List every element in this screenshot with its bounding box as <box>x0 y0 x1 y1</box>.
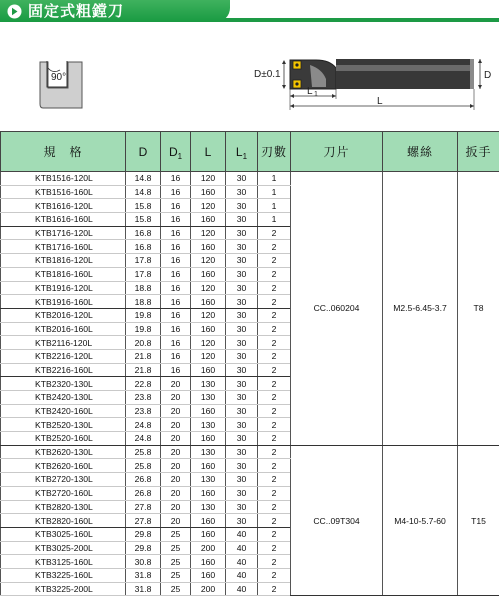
cell-d: 14.8 <box>126 185 161 199</box>
cell-model: KTB2016-120L <box>1 308 126 322</box>
cell-wrench: T15 <box>458 445 499 596</box>
cell-l: 130 <box>191 391 226 405</box>
cell-model: KTB1816-120L <box>1 254 126 268</box>
header-d1: $D_1$ <box>161 132 191 172</box>
cell-d: 29.8 <box>126 541 161 555</box>
banner-rule <box>214 18 499 22</box>
cell-l: 160 <box>191 185 226 199</box>
cell-d1: 20 <box>161 377 191 391</box>
cell-z: 1 <box>258 172 291 186</box>
dim-l-label: L <box>377 96 383 107</box>
cell-d: 17.8 <box>126 254 161 268</box>
cell-l: 130 <box>191 473 226 487</box>
header-screw: 螺絲 <box>383 132 458 172</box>
cell-l: 160 <box>191 486 226 500</box>
cell-l: 130 <box>191 418 226 432</box>
cell-d: 26.8 <box>126 473 161 487</box>
cell-z: 2 <box>258 473 291 487</box>
cell-d1: 25 <box>161 527 191 541</box>
cell-l: 130 <box>191 445 226 459</box>
cell-l: 160 <box>191 404 226 418</box>
cell-l1: 30 <box>226 267 258 281</box>
header-insert: 刀片 <box>291 132 383 172</box>
cell-d1: 16 <box>161 254 191 268</box>
cell-d1: 20 <box>161 459 191 473</box>
cell-d1: 20 <box>161 514 191 528</box>
cell-model: KTB3125-160L <box>1 555 126 569</box>
angle-label: 90° <box>51 72 66 83</box>
cell-l: 160 <box>191 555 226 569</box>
header-spec: 規 格 <box>1 132 126 172</box>
cell-model: KTB2520-160L <box>1 432 126 446</box>
cell-d1: 16 <box>161 226 191 240</box>
cell-z: 2 <box>258 514 291 528</box>
cell-l1: 30 <box>226 349 258 363</box>
cell-model: KTB2720-130L <box>1 473 126 487</box>
cell-l1: 30 <box>226 486 258 500</box>
cell-l1: 30 <box>226 459 258 473</box>
cell-model: KTB2216-160L <box>1 363 126 377</box>
cell-d: 16.8 <box>126 226 161 240</box>
cell-l1: 30 <box>226 322 258 336</box>
cell-l: 160 <box>191 527 226 541</box>
cell-z: 2 <box>258 459 291 473</box>
cell-model: KTB1716-160L <box>1 240 126 254</box>
cell-l1: 30 <box>226 432 258 446</box>
cell-l1: 30 <box>226 445 258 459</box>
cell-z: 2 <box>258 582 291 596</box>
cell-d: 24.8 <box>126 432 161 446</box>
cell-model: KTB1916-120L <box>1 281 126 295</box>
cell-l1: 30 <box>226 254 258 268</box>
cell-d1: 20 <box>161 391 191 405</box>
cell-z: 2 <box>258 486 291 500</box>
dim-l1-sub: 1 <box>314 91 318 98</box>
cell-d1: 16 <box>161 172 191 186</box>
cell-d: 27.8 <box>126 500 161 514</box>
cell-l1: 30 <box>226 336 258 350</box>
cell-d1: 16 <box>161 308 191 322</box>
cell-d: 27.8 <box>126 514 161 528</box>
cell-d1: 16 <box>161 363 191 377</box>
header-flutes: 刃數 <box>258 132 291 172</box>
cell-l: 120 <box>191 254 226 268</box>
cell-l: 160 <box>191 514 226 528</box>
cell-l: 200 <box>191 582 226 596</box>
cell-model: KTB2620-160L <box>1 459 126 473</box>
cell-screw: M4-10-5.7-60 <box>383 445 458 596</box>
cell-model: KTB2420-160L <box>1 404 126 418</box>
cell-insert: CC..060204 <box>291 172 383 446</box>
cell-l: 120 <box>191 336 226 350</box>
cell-l: 160 <box>191 363 226 377</box>
table-header-row <box>1 132 499 172</box>
spec-table <box>0 131 499 596</box>
cell-z: 2 <box>258 295 291 309</box>
cell-model: KTB1616-120L <box>1 199 126 213</box>
cell-model: KTB3225-160L <box>1 568 126 582</box>
cell-d1: 16 <box>161 295 191 309</box>
cell-d1: 16 <box>161 322 191 336</box>
cell-d1: 20 <box>161 418 191 432</box>
cell-z: 1 <box>258 199 291 213</box>
header-wrench: 扳手 <box>458 132 499 172</box>
cell-d: 16.8 <box>126 240 161 254</box>
cell-l: 120 <box>191 199 226 213</box>
cell-l1: 30 <box>226 500 258 514</box>
cell-l: 160 <box>191 432 226 446</box>
cell-d1: 16 <box>161 213 191 227</box>
cell-z: 1 <box>258 213 291 227</box>
cell-z: 2 <box>258 555 291 569</box>
cell-l: 160 <box>191 267 226 281</box>
cell-l1: 30 <box>226 404 258 418</box>
cell-model: KTB3225-200L <box>1 582 126 596</box>
cell-l1: 40 <box>226 568 258 582</box>
cell-l1: 30 <box>226 377 258 391</box>
insert-drawing <box>38 58 84 110</box>
cell-d1: 16 <box>161 185 191 199</box>
cell-d1: 25 <box>161 568 191 582</box>
cell-model: KTB1916-160L <box>1 295 126 309</box>
cell-d1: 25 <box>161 541 191 555</box>
cell-l1: 30 <box>226 185 258 199</box>
cell-z: 2 <box>258 322 291 336</box>
dim-d-label: D <box>484 70 491 81</box>
cell-z: 2 <box>258 281 291 295</box>
cell-z: 2 <box>258 541 291 555</box>
cell-model: KTB2820-130L <box>1 500 126 514</box>
cell-d1: 25 <box>161 555 191 569</box>
cell-model: KTB3025-200L <box>1 541 126 555</box>
cell-d: 15.8 <box>126 213 161 227</box>
cell-wrench: T8 <box>458 172 499 446</box>
cell-model: KTB1616-160L <box>1 213 126 227</box>
cell-l: 130 <box>191 377 226 391</box>
cell-l1: 40 <box>226 582 258 596</box>
cell-d: 23.8 <box>126 391 161 405</box>
cell-z: 2 <box>258 226 291 240</box>
dim-d-tol-label: D±0.1 <box>254 69 281 80</box>
cell-d1: 20 <box>161 445 191 459</box>
cell-l1: 40 <box>226 541 258 555</box>
cell-l: 160 <box>191 295 226 309</box>
cell-l1: 30 <box>226 295 258 309</box>
cell-z: 2 <box>258 240 291 254</box>
cell-l1: 40 <box>226 555 258 569</box>
cell-d1: 20 <box>161 500 191 514</box>
cell-screw: M2.5-6.45-3.7 <box>383 172 458 446</box>
cell-d1: 20 <box>161 473 191 487</box>
cell-d1: 20 <box>161 404 191 418</box>
cell-d: 18.8 <box>126 281 161 295</box>
cell-l: 160 <box>191 459 226 473</box>
arrow-right-icon <box>7 4 22 19</box>
cell-z: 2 <box>258 568 291 582</box>
cell-model: KTB1816-160L <box>1 267 126 281</box>
cell-d1: 16 <box>161 199 191 213</box>
cell-z: 2 <box>258 336 291 350</box>
cell-d: 31.8 <box>126 568 161 582</box>
cell-l1: 30 <box>226 473 258 487</box>
cell-l: 130 <box>191 500 226 514</box>
cell-d1: 20 <box>161 432 191 446</box>
cell-z: 2 <box>258 418 291 432</box>
tool-drawing <box>250 55 499 111</box>
cell-l1: 40 <box>226 527 258 541</box>
cell-d: 31.8 <box>126 582 161 596</box>
cell-l: 160 <box>191 213 226 227</box>
cell-model: KTB2820-160L <box>1 514 126 528</box>
spec-table-body <box>1 172 499 596</box>
cell-l: 160 <box>191 322 226 336</box>
cell-z: 2 <box>258 391 291 405</box>
cell-l1: 30 <box>226 172 258 186</box>
cell-l1: 30 <box>226 308 258 322</box>
cell-d: 29.8 <box>126 527 161 541</box>
cell-model: KTB3025-160L <box>1 527 126 541</box>
cell-l1: 30 <box>226 281 258 295</box>
cell-d: 22.8 <box>126 377 161 391</box>
cell-model: KTB1516-120L <box>1 172 126 186</box>
cell-model: KTB1516-160L <box>1 185 126 199</box>
header-l1: $L_1$ <box>226 132 258 172</box>
cell-d: 23.8 <box>126 404 161 418</box>
cell-model: KTB2320-130L <box>1 377 126 391</box>
cell-d1: 16 <box>161 240 191 254</box>
cell-l: 200 <box>191 541 226 555</box>
cell-insert: CC..09T304 <box>291 445 383 596</box>
cell-z: 2 <box>258 377 291 391</box>
cell-l1: 30 <box>226 240 258 254</box>
cell-l1: 30 <box>226 514 258 528</box>
cell-z: 2 <box>258 254 291 268</box>
cell-model: KTB2116-120L <box>1 336 126 350</box>
cell-z: 2 <box>258 432 291 446</box>
cell-l1: 30 <box>226 391 258 405</box>
cell-l: 120 <box>191 308 226 322</box>
cell-d: 21.8 <box>126 349 161 363</box>
cell-d: 30.8 <box>126 555 161 569</box>
cell-l: 160 <box>191 568 226 582</box>
cell-model: KTB2016-160L <box>1 322 126 336</box>
cell-d1: 20 <box>161 486 191 500</box>
cell-d: 20.8 <box>126 336 161 350</box>
header-l: L <box>191 132 226 172</box>
cell-model: KTB1716-120L <box>1 226 126 240</box>
cell-d: 14.8 <box>126 172 161 186</box>
cell-z: 2 <box>258 349 291 363</box>
cell-l1: 30 <box>226 213 258 227</box>
cell-d1: 25 <box>161 582 191 596</box>
cell-z: 2 <box>258 500 291 514</box>
cell-d: 24.8 <box>126 418 161 432</box>
cell-z: 2 <box>258 404 291 418</box>
cell-d1: 16 <box>161 281 191 295</box>
cell-z: 2 <box>258 308 291 322</box>
title-banner <box>0 0 499 30</box>
table-row <box>1 445 499 459</box>
cell-z: 2 <box>258 527 291 541</box>
cell-d1: 16 <box>161 349 191 363</box>
cell-model: KTB2720-160L <box>1 486 126 500</box>
cell-model: KTB2520-130L <box>1 418 126 432</box>
cell-d1: 16 <box>161 267 191 281</box>
cell-d: 25.8 <box>126 445 161 459</box>
cell-z: 2 <box>258 267 291 281</box>
cell-d: 21.8 <box>126 363 161 377</box>
cell-z: 2 <box>258 363 291 377</box>
cell-d: 19.8 <box>126 322 161 336</box>
page-title: 固定式粗鏜刀 <box>28 1 124 21</box>
dim-l1-label: L <box>307 86 313 97</box>
cell-l1: 30 <box>226 418 258 432</box>
cell-model: KTB2620-130L <box>1 445 126 459</box>
cell-l1: 30 <box>226 363 258 377</box>
cell-l: 120 <box>191 172 226 186</box>
cell-d: 25.8 <box>126 459 161 473</box>
cell-model: KTB2216-120L <box>1 349 126 363</box>
cell-d: 19.8 <box>126 308 161 322</box>
cell-l: 120 <box>191 281 226 295</box>
cell-l1: 30 <box>226 226 258 240</box>
table-row <box>1 172 499 186</box>
cell-d: 17.8 <box>126 267 161 281</box>
cell-model: KTB2420-130L <box>1 391 126 405</box>
cell-d1: 16 <box>161 336 191 350</box>
cell-d: 18.8 <box>126 295 161 309</box>
cell-l: 120 <box>191 349 226 363</box>
cell-z: 1 <box>258 185 291 199</box>
cell-d: 26.8 <box>126 486 161 500</box>
cell-l: 120 <box>191 226 226 240</box>
header-d: D <box>126 132 161 172</box>
cell-z: 2 <box>258 445 291 459</box>
cell-d: 15.8 <box>126 199 161 213</box>
cell-l1: 30 <box>226 199 258 213</box>
cell-l: 160 <box>191 240 226 254</box>
